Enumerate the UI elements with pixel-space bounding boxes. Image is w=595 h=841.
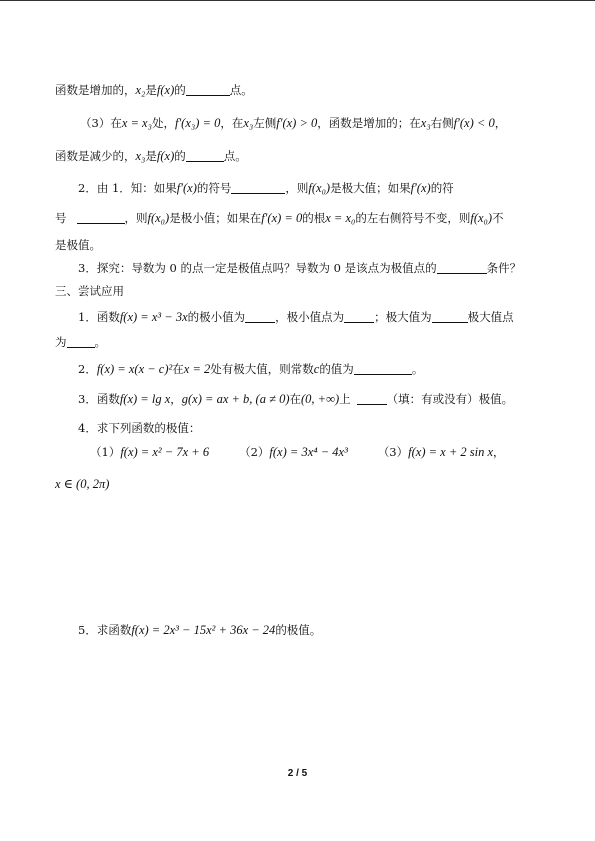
- text: 3．函数: [78, 392, 120, 406]
- math: f(x) = 3x⁴ − 4x³: [269, 445, 348, 459]
- text: 5．求函数: [78, 623, 132, 637]
- math: f(x) = x³ − 3x: [119, 310, 188, 324]
- text: ，在: [220, 116, 244, 130]
- math: f′(x₃) = 0: [174, 116, 221, 130]
- text: 是: [145, 149, 157, 163]
- fill-blank[interactable]: [357, 392, 387, 405]
- fill-blank[interactable]: [231, 181, 285, 194]
- text: 点。: [223, 149, 247, 163]
- fill-blank[interactable]: [432, 310, 468, 323]
- text: 点。: [229, 83, 253, 97]
- text: 的符: [430, 181, 454, 195]
- text: 三、尝试应用: [55, 284, 124, 298]
- line-12: [78, 391, 513, 407]
- line-7: [78, 260, 521, 276]
- math: f(x₀): [470, 211, 493, 225]
- line-13: [78, 420, 200, 436]
- math: x₂: [135, 83, 146, 97]
- text: 极大值点: [467, 310, 514, 324]
- text: ；极大值为: [374, 310, 432, 324]
- text: 。: [94, 335, 106, 349]
- math: x₃: [420, 116, 431, 130]
- page-number: 2 / 5: [287, 768, 308, 779]
- text: 函数是减少的，: [55, 149, 136, 163]
- math: x = x₃: [121, 116, 152, 130]
- text: 不: [492, 211, 504, 225]
- line-5: [55, 210, 504, 226]
- math: f(x) = 2x³ − 15x² + 36x − 24: [131, 623, 276, 637]
- math: c: [313, 362, 320, 376]
- text: （1）: [90, 445, 121, 459]
- math: f(x) = x(x − c)²: [96, 362, 173, 376]
- text: 处有极大值，则常数: [210, 362, 314, 376]
- math: f′(x): [410, 181, 431, 195]
- text: ，则: [124, 211, 148, 225]
- text: 在: [172, 362, 184, 376]
- math: f(x₀): [308, 181, 331, 195]
- line-6: [55, 237, 101, 253]
- text: 。: [411, 362, 424, 376]
- math: x = x₀: [325, 211, 356, 225]
- text: 是极值。: [55, 238, 101, 252]
- line-10: [55, 334, 106, 350]
- math: g(x) = ax + b, (a ≠ 0): [181, 392, 290, 406]
- fill-blank[interactable]: [245, 310, 275, 323]
- line-16: [78, 622, 321, 638]
- text: 的值为: [319, 362, 354, 376]
- math: f′(x): [176, 181, 197, 195]
- fill-blank[interactable]: [186, 149, 224, 162]
- math: f′(x) < 0: [453, 116, 495, 130]
- text: ，: [493, 445, 505, 459]
- line-1: [55, 82, 253, 98]
- text: 上: [339, 392, 351, 406]
- text: 2．由 1．知：如果: [78, 181, 177, 195]
- fill-blank[interactable]: [354, 362, 412, 375]
- line-2: [80, 115, 506, 131]
- text: 在: [289, 392, 301, 406]
- text: 是极小值；如果在: [169, 211, 262, 225]
- text: 的极小值为: [187, 310, 246, 324]
- fill-blank[interactable]: [437, 261, 487, 274]
- text: 左侧: [253, 116, 277, 130]
- math: x₃: [135, 149, 146, 163]
- text: （填：有或没有）极值。: [386, 392, 514, 406]
- line-15: [55, 476, 109, 492]
- math: f(x) = lg x: [119, 392, 171, 406]
- math: f(x) = x + 2 sin x: [408, 445, 494, 459]
- text: ，: [494, 116, 507, 130]
- fill-blank[interactable]: [186, 83, 230, 96]
- text: 1．函数: [78, 310, 120, 324]
- text: 4．求下列函数的极值：: [78, 421, 201, 435]
- text: （3）在: [80, 116, 122, 130]
- math: x = 2: [183, 362, 211, 376]
- line-4: [78, 180, 454, 196]
- text: 2．: [78, 362, 97, 376]
- math: x₃: [243, 116, 254, 130]
- text: 号: [55, 211, 67, 225]
- top-border: [0, 0, 595, 1]
- text: ，极小值点为: [275, 310, 345, 324]
- text: 是: [145, 83, 157, 97]
- text: 是极大值；如果: [330, 181, 411, 195]
- text: 的: [174, 83, 186, 97]
- math: x ∈ (0, 2π): [55, 477, 110, 491]
- text: 的: [174, 149, 186, 163]
- fill-blank[interactable]: [344, 310, 374, 323]
- text: （2）: [239, 445, 270, 459]
- text: 的符号: [196, 181, 232, 195]
- line-11: [78, 361, 423, 377]
- text: 条件？: [486, 261, 522, 275]
- text: 的极值。: [275, 623, 322, 637]
- math: (0, +∞): [301, 392, 340, 406]
- math: f(x) = x² − 7x + 6: [120, 445, 210, 459]
- text: 右侧: [430, 116, 454, 130]
- text: ，: [170, 392, 182, 406]
- text: 为: [55, 335, 67, 349]
- text: （3）: [377, 445, 409, 459]
- text: 的左右侧符号不变，则: [355, 211, 471, 225]
- math: f′(x) > 0: [276, 116, 318, 130]
- line-3: [55, 148, 247, 164]
- math: f(x₀): [147, 211, 170, 225]
- math: f(x): [156, 83, 175, 97]
- fill-blank[interactable]: [77, 211, 125, 224]
- text: 处，: [151, 116, 175, 130]
- text: 3．探究：导数为 0 的点一定是极值点吗？导数为 0 是该点为极值点的: [78, 261, 437, 275]
- math: f′(x) = 0: [261, 211, 303, 225]
- line-9: [78, 309, 514, 325]
- fill-blank[interactable]: [67, 335, 95, 348]
- section-heading: [55, 283, 124, 299]
- text: ，函数是增加的；在: [317, 116, 421, 130]
- line-14: [90, 444, 505, 460]
- math: f(x): [156, 149, 175, 163]
- text: 的根: [302, 211, 326, 225]
- text: ，则: [285, 181, 309, 195]
- text: 函数是增加的，: [55, 83, 136, 97]
